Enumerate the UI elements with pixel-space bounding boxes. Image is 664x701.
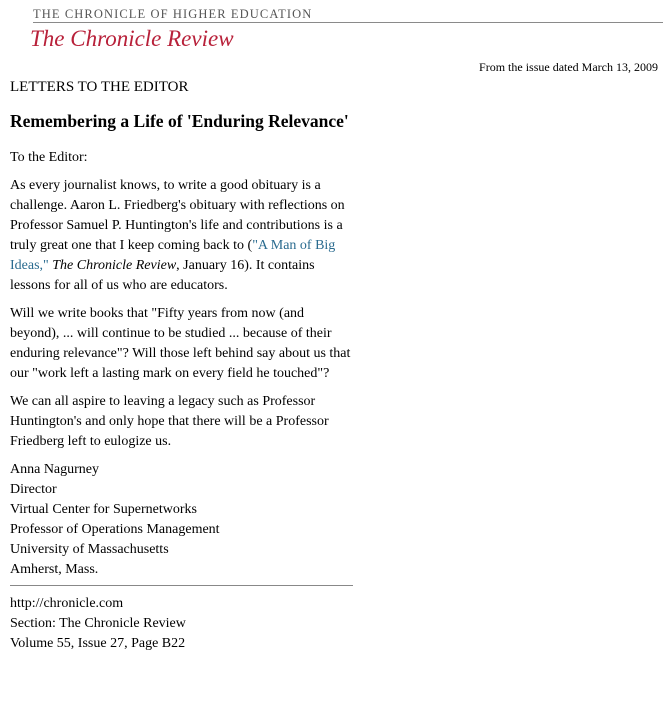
- signature-line: Virtual Center for Supernetworks: [10, 502, 197, 517]
- paragraph-3: We can all aspire to leaving a legacy such as Professor Huntington's and only hope that there will be a Professor Friedberg left to eulogize us.: [10, 394, 329, 449]
- footer: [10, 594, 355, 654]
- signature-line: Director: [10, 482, 57, 497]
- footer-divider: [10, 585, 353, 586]
- paragraph-2: Will we write books that "Fifty years from now (and beyond), ... will continue to be studied ... because of their enduring relevance"? Will those left behind say about us that our "work left a lasting mark on every field he touched"?: [10, 306, 351, 381]
- issue-date: From the issue dated March 13, 2009: [479, 60, 658, 74]
- section-title-logo: The Chronicle Review: [30, 26, 234, 51]
- publication-name: THE CHRONICLE OF HIGHER EDUCATION: [33, 7, 313, 21]
- masthead: [30, 7, 663, 51]
- section-label: LETTERS TO THE EDITOR: [10, 79, 189, 95]
- salutation: To the Editor:: [10, 150, 88, 165]
- paragraph-1-tail: , January 16). It contains lessons for all of us who are educators.: [10, 258, 315, 293]
- paragraph-1: [10, 176, 355, 296]
- signature-line: Amherst, Mass.: [10, 562, 99, 577]
- signature-block: [10, 460, 355, 580]
- masthead-rule: [33, 22, 663, 23]
- signature-line: Anna Nagurney: [10, 462, 100, 477]
- footer-volume: Volume 55, Issue 27, Page B22: [10, 636, 186, 651]
- signature-line: University of Massachusetts: [10, 542, 169, 557]
- letter-body: [10, 148, 355, 654]
- article-link[interactable]: "A Man of Big Ideas,": [10, 238, 336, 273]
- footer-url: http://chronicle.com: [10, 596, 124, 611]
- paragraph-1-text: As every journalist knows, to write a good obituary is a challenge. Aaron L. Friedberg's obituary with reflections on Professor Samuel P. Huntington's life and contributions is a truly great one that I keep coming back to (: [10, 178, 345, 253]
- page-title: Remembering a Life of 'Enduring Relevance': [10, 111, 349, 131]
- publication-italic: The Chronicle Review: [52, 258, 177, 273]
- signature-line: Professor of Operations Management: [10, 522, 220, 537]
- footer-section: Section: The Chronicle Review: [10, 616, 186, 631]
